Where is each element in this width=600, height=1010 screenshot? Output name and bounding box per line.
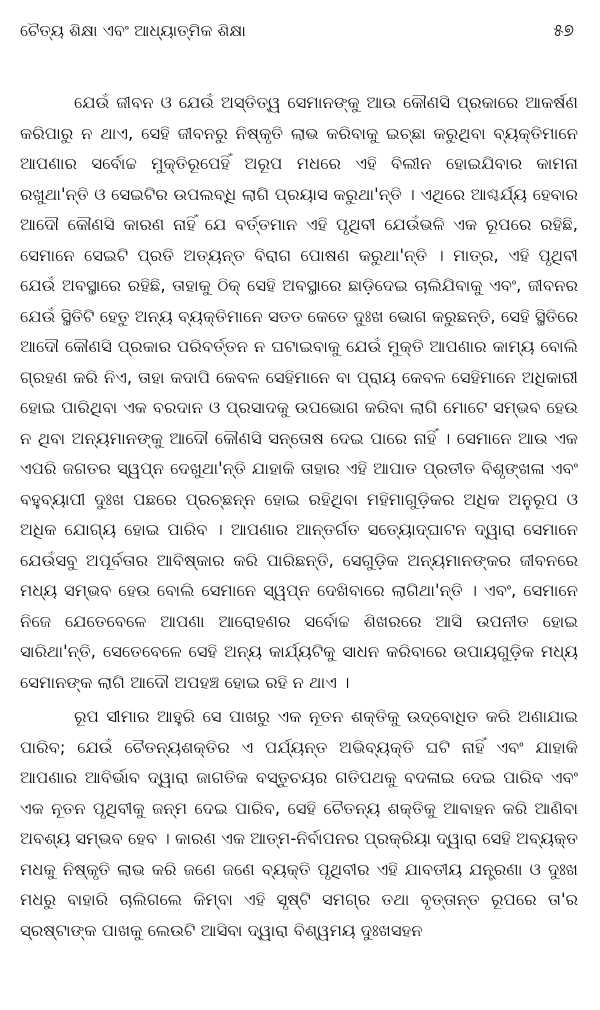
running-title: ଚୈତ୍ୟ ଶିକ୍ଷା ଏବଂ ଆଧ୍ୟାତ୍ମିକ ଶିକ୍ଷା bbox=[20, 21, 246, 40]
paragraph-2: ରୂପ ସୀମାର ଆହୁରି ସେ ପାଖରୁ ଏକ ନୂତନ ଶକ୍ତିକୁ ଉଦ୍‌ବୋଧିତ କରି ଅଣାଯାଇ ପାରିବ; ଯେଉଁ ଚୈତନ୍ୟଶକ୍ତିର ଏ ପର୍ଯ୍ୟନ୍ତ ଅଭିବ୍ୟକ୍ତି ଘଟି ନାହିଁ ଏବଂ ଯାହାକି ଆପଣାର ଆବିର୍ଭାବ ଦ୍ୱାରା ଜାଗତିକ ବସ୍ତୁଚୟର ଗତିପଥକୁ ବଦଳାଇ ଦେଇ ପାରିବ ଏବଂ ଏକ ନୂତନ ପୃଥିବୀକୁ ଜନ୍ମ ଦେଇ ପାରିବ, ସେହି ଚୈତନ୍ୟ ଶକ୍ତିକୁ ଆବାହନ କରି ଆଣିବା ଅବଶ୍ୟ ସମ୍ଭବ ହେବ । କାରଣ ଏକ ଆତ୍ମ-ନିର୍ବାପନର ପ୍ରକ୍ରିୟା ଦ୍ୱାରା ସେହି ଅବ୍ୟକ୍ତ ମଧକୁ ନିଷ୍କୃତି ଲାଭ କରି ଜଣେ ଜଣେ ବ୍ୟକ୍ତି ପୃଥିବୀର ଏହି ଯାବତୀୟ ଯନ୍ତ୍ରଣା ଓ ଦୁଃଖ ମଧରୁ ବାହାରି ଚାଲିଗଲେ କିମ୍ବା ଏହି ସୃଷ୍ଟି ସମଗ୍ର ତଥା ବୃତ୍ତାନ୍ତ ରୂପରେ ତା'ର ସ୍ରଷ୍ଟାଙ୍କ ପାଖକୁ ଲେଉଟି ଆସିବା ଦ୍ୱାରା ବିଶ୍ୱମୟ ଦୁଃଖସହନ bbox=[20, 707, 578, 940]
body-text bbox=[20, 88, 578, 946]
page-number: ୫୭ bbox=[552, 21, 574, 41]
paragraph-1: ଯେଉଁ ଜୀବନ ଓ ଯେଉଁ ଅସ୍ତିତ୍ୱ ସେମାନଙ୍କୁ ଆଉ କୌଣସି ପ୍ରକାରେ ଆକର୍ଷଣ କରିପାରୁ ନ ଥାଏ, ସେହି ଜୀବନରୁ ନିଷ୍କୃତି ଲାଭ କରିବାକୁ ଇଚ୍ଛା କରୁଥିବା ବ୍ୟକ୍ତିମାନେ ଆପଣାର ସର୍ବୋଚ୍ଚ ମୁକ୍ତିରୂପେହିଁ ଅରୂପ ମଧରେ ଏହି ବିଲୀନ ହୋଇଯିବାର କାମନା ରଖୁଥା'ନ୍ତି ଓ ସେଇଟିର ଉପଲବ୍ଧି ଲାଗି ପ୍ରୟାସ କରୁଥା'ନ୍ତି । ଏଥିରେ ଆଶ୍ଚର୍ଯ୍ୟ ହେବାର ଆଦୌ କୌଣସି କାରଣ ନାହିଁ ଯେ ବର୍ତ୍ତମାନ ଏହି ପୃଥିବୀ ଯେଉଁଭଳି ଏକ ରୂପରେ ରହିଛି, ସେମାନେ ସେଇଟି ପ୍ରତି ଅତ୍ୟନ୍ତ ବିରାଗ ପୋଷଣ କରୁଥା'ନ୍ତି । ମାତ୍ର, ଏହି ପୃଥିବୀ ଯେଉଁ ଅବସ୍ଥାରେ ରହିଛି, ତାହାକୁ ଠିକ୍ ସେହି ଅବସ୍ଥାରେ ଛାଡ଼ିଦେଇ ଚାଲିଯିବାକୁ ଏବଂ, ଜୀବନର ଯେଉଁ ସ୍ଥିତିଟି ହେତୁ ଅନ୍ୟ ବ୍ୟକ୍ତିମାନେ ସତତ କେତେ ଦୁଃଖ ଭୋଗ କରୁଛନ୍ତି, ସେହି ସ୍ଥିତିରେ ଆଦୌ କୌଣସି ପ୍ରକାର ପରିବର୍ତ୍ତନ ନ ଘଟାଇବାକୁ ଯେଉଁ ମୁକ୍ତି ଆପଣାର କାମ୍ୟ ବୋଲି ଗ୍ରହଣ କରି ନିଏ, ତାହା କଦାପି କେବଳ ସେହିମାନେ ବା ପ୍ରାୟ କେବଳ ସେହିମାନେ ଅଧିକାରୀ ହୋଇ ପାରିଥିବା ଏକ ବରଦାନ ଓ ପ୍ରସାଦକୁ ଉପଭୋଗ କରିବା ଲାଗି ମୋଟେ ସମ୍ଭବ ହେଉ ନ ଥିବା ଅନ୍ୟମାନଙ୍କୁ ଆଦୌ କୌଣସି ସନ୍ତୋଷ ଦେଇ ପାରେ ନାହିଁ । ସେମାନେ ଆଉ ଏକ ଏପରି ଜଗତର ସ୍ୱପ୍ନ ଦେଖୁଥା'ନ୍ତି ଯାହାକି ତାହାର ଏହି ଆପାତ ପ୍ରତୀତ ବିଶୃଙ୍ଖଳା ଏବଂ ବହୁବ୍ୟାପୀ ଦୁଃଖ ପଛରେ ପ୍ରଚ୍ଛନ୍ନ ହୋଇ ରହିଥିବା ମହିମାଗୁଡ଼ିକର ଅଧିକ ଅନୁରୂପ ଓ ଅଧିକ ଯୋଗ୍ୟ ହୋଇ ପାରିବ । ଆପଣାର ଆନ୍ତର୍ଗତ ସତ୍ୟୋଦ୍‌ଘାଟନ ଦ୍ୱାରା ସେମାନେ ଯେଉଁସବୁ ଅପୂର୍ବତାର ଆବିଷ୍କାର କରି ପାରିଛନ୍ତି, ସେଗୁଡ଼ିକ ଅନ୍ୟମାନଙ୍କର ଜୀବନରେ ମଧ୍ୟ ସମ୍ଭବ ହେଉ ବୋଲି ସେମାନେ ସ୍ୱପ୍ନ ଦେଖିବାରେ ଲାଗିଥା'ନ୍ତି । ଏବଂ, ସେମାନେ ନିଜେ ଯେତେବେଳେ ଆପଣା ଆରୋହଣର ସର୍ବୋଚ୍ଚ ଶିଖରରେ ଆସି ଉପନୀତ ହୋଇ ସାରିଥା'ନ୍ତି, ସେତେବେଳେ ସେହି ଅନ୍ୟ କାର୍ଯ୍ୟଟିକୁ ସାଧନ କରିବାରେ ଉପାୟଗୁଡ଼ିକ ମଧ୍ୟ ସେମାନଙ୍କ ଲାଗି ଆଦୌ ଅପହଞ୍ଚ ହୋଇ ରହି ନ ଥାଏ । bbox=[20, 93, 578, 692]
running-header bbox=[20, 16, 578, 46]
